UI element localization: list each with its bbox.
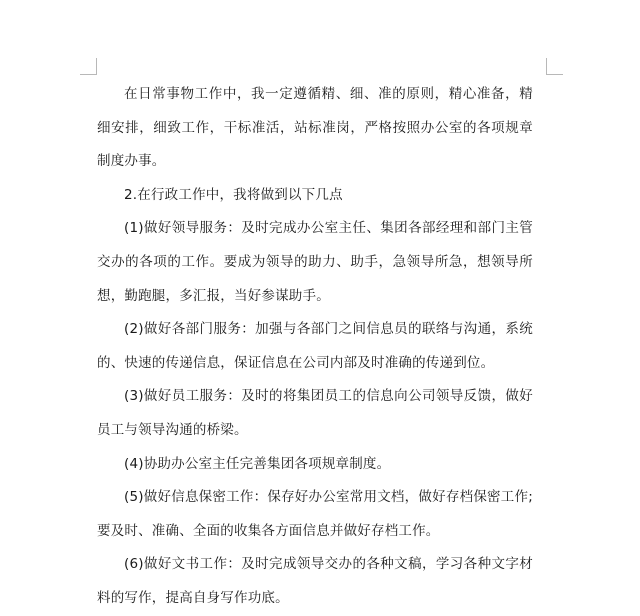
paragraph: (3)做好员工服务：及时的将集团员工的信息向公司领导反馈，做好员工与领导沟通的桥梁。 (97, 388, 533, 438)
margin-corner-mark-top-left (80, 58, 97, 75)
paragraph: 2.在行政工作中，我将做到以下几点 (124, 186, 343, 203)
document-text-body (97, 78, 533, 616)
paragraph: 在日常事物工作中，我一定遵循精、细、准的原则，精心准备，精细安排，细致工作，干标准活，站标准岗，严格按照办公室的各项规章制度办事。 (97, 86, 533, 170)
paragraph: (6)做好文书工作：及时完成领导交办的各种文稿，学习各种文字材料的写作，提高自身写作功底。 (97, 556, 533, 606)
paragraph: (4)协助办公室主任完善集团各项规章制度。 (124, 455, 391, 472)
paragraph: (2)做好各部门服务：加强与各部门之间信息员的联络与沟通，系统的、快速的传递信息，保证信息在公司内部及时准确的传递到位。 (97, 321, 533, 371)
margin-corner-mark-top-right (546, 58, 563, 75)
paragraph: (1)做好领导服务：及时完成办公室主任、集团各部经理和部门主管交办的各项的工作。要成为领导的助力、助手，急领导所急，想领导所想，勤跑腿，多汇报，当好参谋助手。 (97, 220, 533, 304)
paragraph: (5)做好信息保密工作：保存好办公室常用文档，做好存档保密工作;要及时、准确、全面的收集各方面信息并做好存档工作。 (97, 489, 533, 539)
